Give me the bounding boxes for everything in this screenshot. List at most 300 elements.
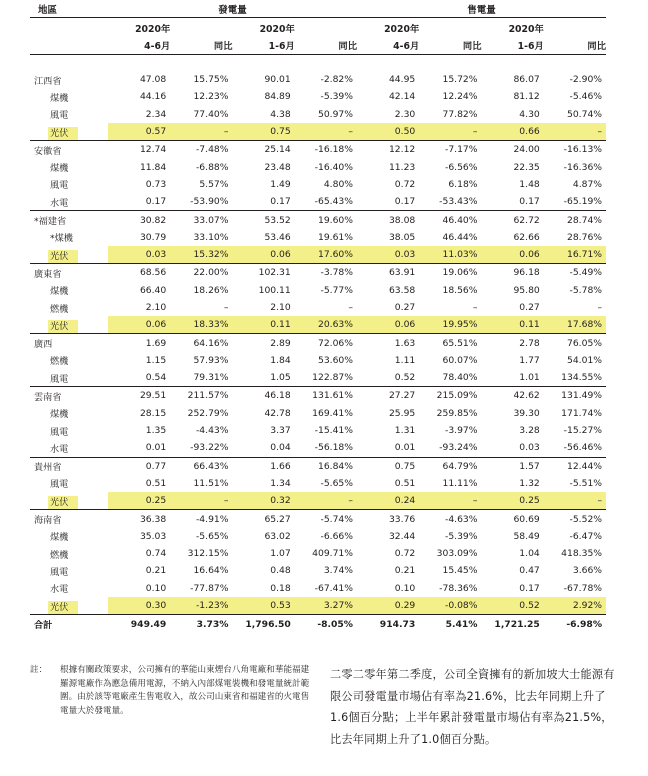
table-row [30, 106, 606, 123]
table-cell: 3.27% [295, 597, 357, 615]
table-cell: 1.77 [519, 354, 540, 366]
table-row [30, 123, 606, 141]
table-cell: – [295, 492, 357, 510]
table-cell: 65.51% [419, 334, 481, 352]
table-cell: 0.30 [108, 597, 170, 615]
table-cell: 17.68% [544, 316, 606, 334]
table-cell: 0.75 [357, 457, 419, 475]
table-cell: 12.12 [357, 141, 419, 159]
table-cell: 0.21 [394, 565, 416, 577]
table-cell: 1.84 [270, 354, 291, 366]
table-cell: 38.08 [357, 211, 419, 229]
col-header-bottom: 4-6月 [357, 37, 419, 55]
table-row [30, 457, 606, 475]
plant-type-label: 風電 [50, 373, 69, 385]
table-cell: 33.10% [193, 231, 229, 243]
table-cell: 95.80 [513, 284, 540, 296]
col-header-bottom: 同比 [419, 37, 481, 55]
table-cell: -5.49% [544, 264, 606, 282]
table-cell: 24.00 [482, 141, 544, 159]
province-label: 雲南省 [30, 387, 108, 405]
table-cell: 169.41% [312, 407, 354, 419]
table-cell: 4.80% [323, 178, 354, 190]
col-header-top: 2020年 [384, 24, 420, 35]
table-cell: 33.07% [170, 211, 232, 229]
table-cell: 2.10 [270, 302, 291, 313]
table-row [30, 141, 606, 159]
table-cell: 2.10 [145, 302, 167, 313]
table-cell: 215.09% [419, 387, 481, 405]
table-cell: -4.91% [170, 510, 232, 528]
footnote-text: 根據有關政策要求，公司擁有的華能山東煙台八角電廠和華能福建羅源電廠作為應急備用電源，不納入內部煤電裝機和發電量統計範圍。由於該等電廠產生售電收入，故公司山東省和福建省的火電售電量大於發電量。 [60, 665, 310, 716]
table-cell: 2.34 [145, 108, 167, 120]
table-cell: 0.17 [394, 196, 416, 208]
table-sub-header-bottom [30, 37, 606, 55]
plant-type-label: 水電 [50, 443, 69, 455]
plant-type-label: 煤機 [50, 92, 69, 104]
table-cell: 0.72 [394, 548, 416, 560]
table-cell: 38.05 [388, 231, 416, 243]
col-header-bottom: 4-6月 [108, 37, 170, 55]
table-cell: -6.66% [320, 530, 354, 542]
table-cell: 20.63% [295, 316, 357, 334]
table-cell: 90.01 [264, 74, 291, 86]
table-cell: 0.29 [357, 597, 419, 615]
table-cell: -53.43% [439, 196, 478, 208]
col-header-bottom: 同比 [295, 37, 357, 55]
table-cell: 1.15 [145, 354, 167, 366]
table-cell: 47.08 [139, 74, 167, 86]
table-cell: 0.06 [357, 316, 419, 334]
table-cell: -2.90% [569, 74, 603, 86]
table-cell: 0.24 [357, 492, 419, 510]
table-cell: 62.72 [482, 211, 544, 229]
table-cell: 409.71% [312, 548, 354, 560]
table-row [30, 176, 606, 193]
table-cell: 131.61% [295, 387, 357, 405]
col-header-bottom: 1-6月 [233, 37, 295, 55]
table-cell: – [223, 302, 229, 313]
table-cell: -15.27% [563, 425, 603, 437]
table-cell: 96.18 [482, 264, 544, 282]
table-cell: -16.36% [563, 161, 603, 173]
table-cell: 53.60% [317, 354, 354, 366]
table-row [30, 211, 606, 229]
table-cell: 25.95 [388, 407, 416, 419]
table-cell: 64.79% [419, 457, 481, 475]
table-cell: -6.47% [569, 530, 603, 542]
table-cell: 77.40% [193, 108, 229, 120]
table-body [30, 55, 606, 634]
col-header-top: 2020年 [508, 24, 544, 35]
table-cell: 15.45% [442, 565, 478, 577]
table-cell: -56.46% [563, 442, 603, 454]
table-cell: -67.78% [563, 582, 603, 594]
table-cell: -5.78% [569, 284, 603, 296]
table-row [30, 439, 606, 457]
col-header-top [295, 18, 357, 38]
table-cell: 68.56 [108, 264, 170, 282]
plant-type-label: 光伏 [30, 492, 108, 510]
table-row [30, 352, 606, 369]
table-cell: 0.75 [233, 123, 295, 141]
table-cell: – [419, 492, 481, 510]
total-cell: 949.49 [108, 615, 170, 634]
table-cell: 63.02 [264, 530, 291, 542]
table-cell: 1.69 [108, 334, 170, 352]
table-cell: 0.51 [394, 477, 416, 489]
table-cell: 1.57 [482, 457, 544, 475]
table-row [30, 545, 606, 562]
table-cell: 46.40% [419, 211, 481, 229]
table-cell: 42.78 [264, 407, 291, 419]
table-row [30, 282, 606, 299]
col-header-top [544, 18, 606, 38]
table-cell: 58.49 [513, 530, 540, 542]
table-cell: 23.48 [264, 161, 291, 173]
table-cell: 0.17 [519, 582, 540, 594]
table-cell: 0.53 [233, 597, 295, 615]
table-cell: 0.25 [108, 492, 170, 510]
table-row [30, 369, 606, 387]
table-cell: 0.52 [394, 372, 416, 384]
table-cell: 0.10 [394, 582, 416, 594]
table-cell: 22.35 [513, 161, 540, 173]
table-row [30, 562, 606, 579]
province-label: 廣西 [30, 334, 108, 352]
table-cell: 18.33% [170, 316, 232, 334]
table-cell: – [597, 302, 603, 313]
table-row [30, 405, 606, 422]
table-cell: 30.82 [108, 211, 170, 229]
table-cell: -3.97% [445, 425, 478, 437]
table-cell: 25.14 [233, 141, 295, 159]
table-cell: 4.87% [572, 178, 603, 190]
table-cell: 0.06 [233, 246, 295, 264]
table-cell: 100.11 [258, 284, 291, 296]
table-cell: 171.74% [561, 407, 603, 419]
table-cell: 1.04 [519, 548, 540, 560]
table-cell: 1.31 [394, 425, 416, 437]
table-cell: 1.35 [145, 425, 167, 437]
table-cell: 18.26% [193, 284, 229, 296]
table-cell: 0.17 [145, 196, 167, 208]
table-cell: – [170, 492, 232, 510]
region-header: 地區 [30, 0, 108, 18]
table-row [30, 229, 606, 246]
table-cell: – [544, 492, 606, 510]
table-cell: 0.54 [145, 372, 167, 384]
table-cell: -53.90% [190, 196, 229, 208]
table-cell: 2.92% [544, 597, 606, 615]
table-cell: 0.57 [108, 123, 170, 141]
table-cell: 18.56% [442, 284, 478, 296]
table-cell: 28.74% [544, 211, 606, 229]
table-cell: 19.61% [317, 231, 354, 243]
table-cell: 0.10 [145, 582, 167, 594]
table-cell: -16.40% [314, 161, 354, 173]
table-cell: 15.32% [170, 246, 232, 264]
table-cell: – [544, 123, 606, 141]
table-cell: -7.17% [419, 141, 481, 159]
table-row [30, 422, 606, 439]
footnote-label: 註： [30, 665, 48, 675]
table-cell: 1.63 [357, 334, 419, 352]
table-cell: 76.05% [544, 334, 606, 352]
province-label: 海南省 [30, 510, 108, 528]
table-cell: 0.17 [519, 196, 540, 208]
plant-type-label: 煤機 [50, 286, 69, 298]
table-cell: 4.38 [270, 108, 291, 120]
table-cell: 5.57% [199, 178, 229, 190]
table-cell: 2.30 [394, 108, 416, 120]
table-row [30, 88, 606, 105]
table-cell: 66.43% [170, 457, 232, 475]
table-cell: 66.40 [139, 284, 167, 296]
col-header-bottom: 同比 [170, 37, 232, 55]
plant-type-label: 煤機 [50, 409, 69, 421]
table-cell: – [348, 302, 354, 313]
table-cell: -1.23% [170, 597, 232, 615]
table-cell: 0.48 [270, 565, 291, 577]
table-row [30, 510, 606, 528]
table-cell: 65.27 [233, 510, 295, 528]
plant-type-label: 光伏 [30, 123, 108, 141]
table-cell: 0.11 [233, 316, 295, 334]
table-row [30, 580, 606, 597]
province-label: 廣東省 [30, 264, 108, 282]
table-cell: 72.06% [295, 334, 357, 352]
table-cell: 78.40% [442, 372, 478, 384]
total-cell: 914.73 [357, 615, 419, 634]
table-cell: -78.36% [439, 582, 478, 594]
table-cell: 28.15 [139, 407, 167, 419]
table-cell: 36.38 [108, 510, 170, 528]
table-cell: 1.48 [519, 178, 540, 190]
table-cell: 53.46 [264, 231, 291, 243]
table-cell: 0.03 [519, 442, 540, 454]
plant-type-label: 風電 [50, 566, 69, 578]
table-cell: 2.89 [233, 334, 295, 352]
table-cell: 39.30 [513, 407, 540, 419]
table-cell: -5.39% [320, 91, 354, 103]
table-cell: 312.15% [187, 548, 229, 560]
plant-type-label: 燃機 [50, 356, 69, 368]
plant-type-label: 煤機 [50, 163, 69, 175]
total-cell: 5.41% [419, 615, 481, 634]
table-cell: 11.23 [388, 161, 416, 173]
table-sub-header-top [30, 18, 606, 38]
table-cell: 19.06% [419, 264, 481, 282]
table-cell: -93.22% [190, 442, 229, 454]
table-cell: 19.60% [295, 211, 357, 229]
table-cell: 0.73 [145, 178, 167, 190]
table-cell: -3.78% [295, 264, 357, 282]
table-cell: 57.93% [193, 354, 229, 366]
table-cell: 122.87% [312, 372, 354, 384]
table-cell: 0.74 [145, 548, 167, 560]
table-cell: -7.48% [170, 141, 232, 159]
col-header-top: 2020年 [259, 24, 295, 35]
table-cell: 0.03 [108, 246, 170, 264]
table-cell: 84.89 [264, 91, 291, 103]
table-cell: – [472, 302, 478, 313]
table-cell: 6.18% [448, 178, 478, 190]
table-cell: 12.74 [108, 141, 170, 159]
table-cell: -65.19% [563, 196, 603, 208]
table-cell: 86.07 [513, 74, 540, 86]
table-cell: -5.65% [320, 477, 354, 489]
total-label: 合計 [30, 615, 108, 634]
table-cell: -93.24% [439, 442, 478, 454]
table-cell: 11.84 [139, 161, 167, 173]
table-cell: 211.57% [170, 387, 232, 405]
table-cell: 44.95 [388, 74, 416, 86]
table-cell: 0.52 [482, 597, 544, 615]
table-row [30, 71, 606, 88]
table-cell: 259.85% [436, 407, 478, 419]
table-cell: 3.66% [572, 565, 603, 577]
table-cell: 0.47 [519, 565, 540, 577]
table-cell: 15.75% [193, 74, 229, 86]
table-cell: 60.69 [482, 510, 544, 528]
table-cell: 11.11% [442, 477, 478, 489]
table-cell: 0.06 [482, 246, 544, 264]
table-cell: 28.76% [566, 231, 603, 243]
table-cell: 0.17 [270, 196, 291, 208]
table-cell: 0.77 [108, 457, 170, 475]
table-cell: 1.11 [394, 354, 416, 366]
col-header-bottom: 同比 [544, 37, 606, 55]
table-cell: 33.76 [357, 510, 419, 528]
table-cell: 0.18 [270, 582, 291, 594]
table-row [30, 475, 606, 492]
table-cell: -4.43% [195, 425, 229, 437]
table-cell: 418.35% [561, 548, 603, 560]
table-cell: 42.14 [388, 91, 416, 103]
plant-type-label: 光伏 [30, 246, 108, 264]
table-cell: 4.30 [519, 108, 540, 120]
table-cell: 12.44% [544, 457, 606, 475]
plant-type-label: 光伏 [30, 597, 108, 615]
table-cell: 16.71% [544, 246, 606, 264]
table-cell: 29.51 [108, 387, 170, 405]
table-cell: 0.01 [145, 442, 167, 454]
plant-type-label: 水電 [50, 197, 69, 209]
table-cell: -5.46% [569, 91, 603, 103]
power-generation-table [30, 0, 606, 633]
table-row [30, 246, 606, 264]
table-cell: 1.07 [270, 548, 291, 560]
table-cell: 0.27 [519, 302, 540, 313]
table-cell: -67.41% [314, 582, 354, 594]
table-group-header [30, 0, 606, 18]
table-cell: 0.06 [108, 316, 170, 334]
table-cell: 1.34 [270, 477, 291, 489]
table-row [30, 492, 606, 510]
table-cell: 11.51% [193, 477, 229, 489]
table-cell: 11.03% [419, 246, 481, 264]
table-row [30, 528, 606, 545]
table-cell: 22.00% [170, 264, 232, 282]
plant-type-label: 風電 [50, 426, 69, 438]
table-cell: -2.82% [320, 74, 354, 86]
table-cell: 42.62 [482, 387, 544, 405]
total-cell: 1,796.50 [233, 615, 295, 634]
table-cell: 53.52 [233, 211, 295, 229]
table-cell: 3.74% [323, 565, 354, 577]
table-cell: -0.08% [419, 597, 481, 615]
province-label: 安徽省 [30, 141, 108, 159]
table-cell: 1.49 [270, 178, 291, 190]
table-cell: 16.64% [193, 565, 229, 577]
table-cell: 0.11 [482, 316, 544, 334]
table-cell: 0.25 [482, 492, 544, 510]
table-row [30, 299, 606, 316]
plant-type-label: *煤機 [50, 233, 73, 245]
col-header-top [170, 18, 232, 38]
plant-type-label: 煤機 [50, 532, 69, 544]
col-header-top [419, 18, 481, 38]
table-cell: -6.56% [445, 161, 478, 173]
table-cell: -15.41% [314, 425, 354, 437]
table-cell: 16.84% [295, 457, 357, 475]
table-cell: -5.52% [544, 510, 606, 528]
col-header-top: 2020年 [135, 24, 171, 35]
table-cell: -56.18% [314, 442, 354, 454]
table-cell: -5.51% [569, 477, 603, 489]
table-cell: 2.78 [482, 334, 544, 352]
table-cell: 50.74% [566, 108, 603, 120]
table-cell: 0.27 [394, 302, 416, 313]
province-label: 貴州省 [30, 457, 108, 475]
table-cell: -5.74% [295, 510, 357, 528]
total-cell: 1,721.25 [482, 615, 544, 634]
table-cell: 134.55% [561, 372, 603, 384]
table-cell: 32.44 [388, 530, 416, 542]
table-cell: 0.21 [145, 565, 167, 577]
plant-type-label: 燃機 [50, 303, 69, 315]
table-cell: 64.16% [170, 334, 232, 352]
total-cell: 3.73% [170, 615, 232, 634]
table-row [30, 387, 606, 405]
table-cell: -4.63% [419, 510, 481, 528]
table-cell: 30.79 [139, 231, 167, 243]
table-cell: 35.03 [139, 530, 167, 542]
table-cell: -6.88% [195, 161, 229, 173]
table-cell: -77.87% [190, 582, 229, 594]
table-cell: 54.01% [566, 354, 603, 366]
table-cell: 0.66 [482, 123, 544, 141]
table-cell: – [170, 123, 232, 141]
table-cell: 1.05 [270, 372, 291, 384]
table-cell: 303.09% [436, 548, 478, 560]
table-cell: 46.18 [233, 387, 295, 405]
table-cell: 50.97% [317, 108, 354, 120]
table-row [30, 316, 606, 334]
table-row [30, 597, 606, 615]
table-cell: 63.58 [388, 284, 416, 296]
footnote [30, 664, 312, 718]
table-cell: 46.44% [442, 231, 478, 243]
table-cell: 60.07% [442, 354, 478, 366]
table-cell: 15.72% [442, 74, 478, 86]
table-row [30, 264, 606, 282]
table-cell: 17.60% [295, 246, 357, 264]
plant-type-label: 風電 [50, 110, 69, 122]
table-cell: 0.04 [270, 442, 291, 454]
table-cell: -16.13% [544, 141, 606, 159]
